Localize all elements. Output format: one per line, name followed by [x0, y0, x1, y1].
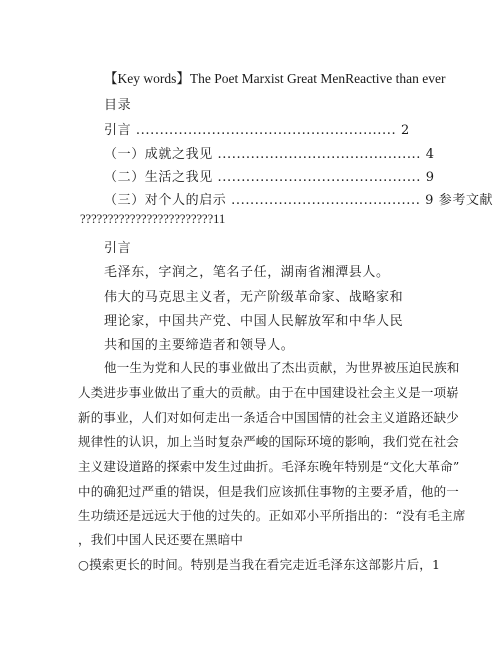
- body-line: 生功绩还是远远大于他的过失的。正如邓小平所指出的：“没有毛主席: [78, 508, 466, 523]
- body-line: 人类进步事业做出了重大的贡献。由于在中国建设社会主义是一项崭: [78, 385, 460, 400]
- intro-line: 共和国的主要缔造者和领导人。: [104, 338, 295, 353]
- keywords-line: 【Key words】The Poet Marxist Great MenReactive than ever: [104, 71, 446, 86]
- toc-heading: 目录: [104, 98, 132, 113]
- toc-entry-achievement: （一）成就之我见 ........................................... 4: [104, 147, 435, 162]
- body-line: ○摸索更长的时间。特别是当我在看完走近毛泽东这部影片后，1: [78, 557, 441, 572]
- section-title: 引言: [104, 241, 132, 256]
- body-line: 中的确犯过严重的错误，但是我们应该抓住事物的主要矛盾，他的一: [78, 484, 460, 499]
- body-line: 新的事业，人们对如何走出一条适合中国国情的社会主义道路还缺少: [78, 410, 460, 425]
- body-line: 他一生为党和人民的事业做出了杰出贡献，为世界被压迫民族和: [104, 360, 460, 375]
- toc-entry-references: ????????????????????????11: [80, 212, 226, 226]
- intro-line: 理论家，中国共产党、中国人民解放军和中华人民: [104, 314, 404, 329]
- body-line: 规律性的认识，加上当时复杂严峻的国际环境的影响，我们党在社会: [78, 434, 460, 449]
- toc-entry-inspiration: （三）对个人的启示 ........................................ 9 参考文献: [104, 193, 494, 208]
- toc-entry-intro: 引言 ....................................................... 2: [104, 123, 410, 138]
- intro-line: 伟大的马克思主义者，无产阶级革命家、战略家和: [104, 290, 404, 305]
- toc-entry-life: （二）生活之我见 ........................................... 9: [104, 170, 435, 185]
- intro-line: 毛泽东，字润之，笔名子任，湖南省湘潭县人。: [104, 265, 390, 280]
- body-line: ，我们中国人民还要在黑暗中: [78, 532, 244, 547]
- body-line: 主义建设道路的探索中发生过曲折。毛泽东晚年特别是“文化大革命”: [78, 459, 460, 474]
